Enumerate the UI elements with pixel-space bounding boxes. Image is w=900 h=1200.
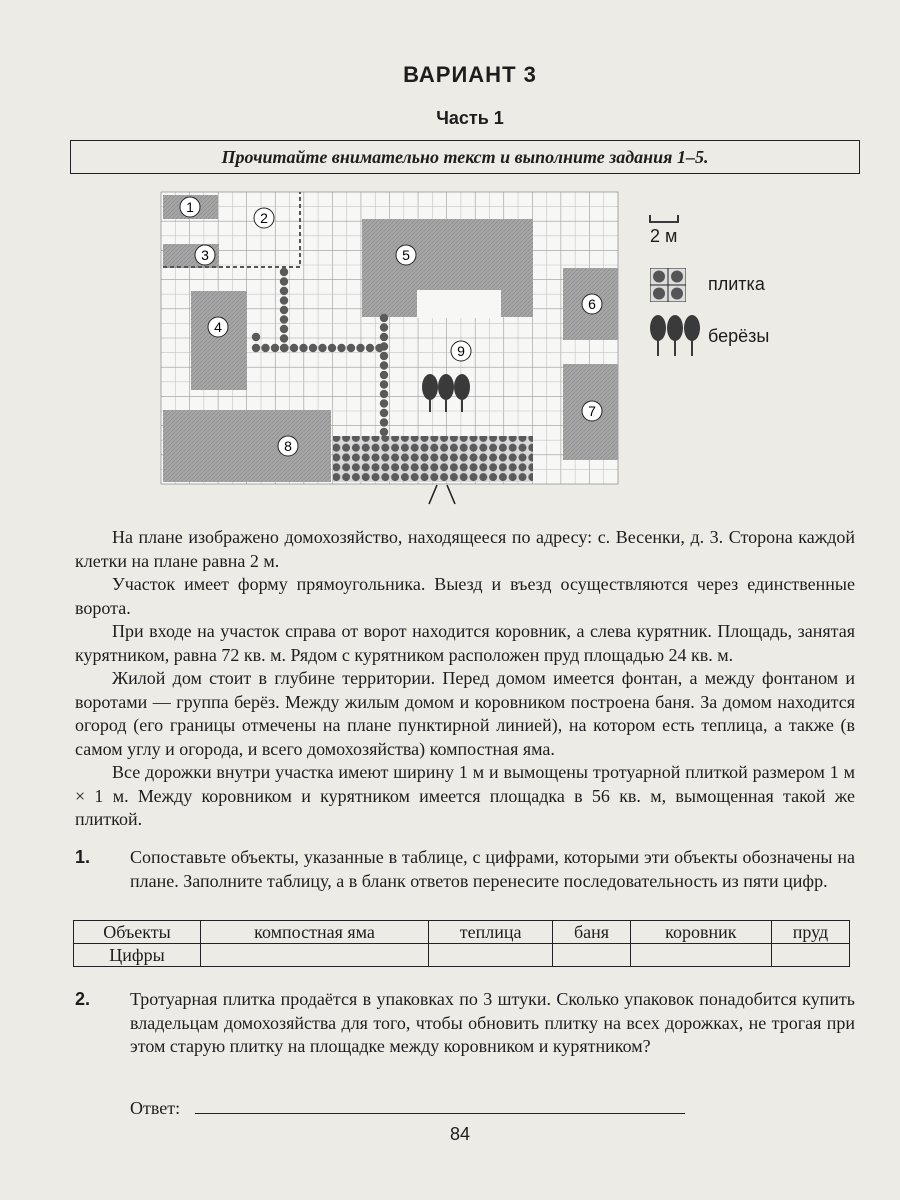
label-5 [396, 245, 416, 265]
table-row-digits [74, 944, 850, 967]
task-2-number: 2. [75, 989, 91, 1009]
variant-title: ВАРИАНТ 3 [403, 62, 537, 87]
label-3 [195, 245, 215, 265]
label-7 [582, 401, 602, 421]
tile-dot [380, 342, 388, 350]
tile-dot [261, 344, 269, 352]
table-object-cell: теплица [429, 921, 553, 944]
tile-dot [280, 344, 288, 352]
label-2 [254, 208, 274, 228]
table-answer-cell[interactable] [553, 944, 630, 967]
svg-text:1: 1 [186, 199, 194, 215]
tile-dot [280, 296, 288, 304]
paragraph-1: На плане изображено домохозяйство, находящееся по адресу: с. Весенки, д. 3. Сторона каждой клетки на плане равна 2 м. [75, 527, 855, 571]
table-answer-cell[interactable] [201, 944, 429, 967]
label-8 [278, 436, 298, 456]
tile-dot [380, 428, 388, 436]
tile-dot [252, 344, 260, 352]
tile-dot [380, 399, 388, 407]
table-answer-cell[interactable] [429, 944, 553, 967]
tile-dot [252, 333, 260, 341]
tile-dot [280, 306, 288, 314]
table-answer-cell[interactable] [630, 944, 771, 967]
tile-legend-icon [650, 268, 686, 302]
tile-dot [380, 418, 388, 426]
tile-legend-label: плитка [708, 274, 765, 294]
tile-dot [380, 352, 388, 360]
svg-text:8: 8 [284, 438, 292, 454]
task-2-question [75, 988, 855, 1059]
tile-dot [366, 344, 374, 352]
table-object-cell: коровник [630, 921, 771, 944]
table-object-cell: баня [553, 921, 630, 944]
object-8 [163, 410, 331, 482]
table-object-cell: пруд [771, 921, 849, 944]
tile-dot [318, 344, 326, 352]
object-5-notch [417, 290, 501, 318]
svg-text:6: 6 [588, 296, 596, 312]
tile-dot [380, 380, 388, 388]
tile-dot [380, 323, 388, 331]
svg-text:3: 3 [201, 247, 209, 263]
tile-dot [280, 315, 288, 323]
label-9 [451, 341, 471, 361]
birch-legend-icon [648, 314, 704, 358]
svg-text:5: 5 [402, 247, 410, 263]
household-plan [155, 188, 625, 506]
page-number: 84 [449, 1124, 471, 1144]
label-1 [180, 197, 200, 217]
tile-dot [280, 287, 288, 295]
scale-label: 2 м [650, 226, 678, 246]
paragraph-2: Участок имеет форму прямоугольника. Выезд и въезд осуществляются через единственные ворота. [75, 574, 855, 618]
tile-dot [280, 268, 288, 276]
svg-text:2: 2 [260, 210, 268, 226]
paragraph-3: При входе на участок справа от ворот находится коровник, а слева курятник. Площадь, занятая курятником, равна 72 кв. м. Рядом с курятником расположен пруд площадью 24 кв. м. [75, 621, 855, 665]
table-answer-cell[interactable] [771, 944, 849, 967]
label-4 [208, 317, 228, 337]
tile-platform [333, 436, 533, 482]
tile-dot [271, 344, 279, 352]
answer-label: Ответ: [130, 1098, 181, 1118]
tile-dot [309, 344, 317, 352]
tile-dot [328, 344, 336, 352]
task-1-text: Сопоставьте объекты, указанные в таблице, с цифрами, которыми эти объекты обозначены на плане. Заполните таблицу, а в бланк ответов перенесите последовательность из пяти цифр. [130, 847, 855, 891]
tile-dot [356, 344, 364, 352]
birch-legend-label: берёзы [708, 326, 770, 346]
table-row-objects [74, 921, 850, 944]
label-6 [582, 294, 602, 314]
tile-dot [380, 314, 388, 322]
tile-dot [380, 390, 388, 398]
gate [429, 485, 455, 504]
tile-dot [290, 344, 298, 352]
object-4 [191, 291, 247, 390]
task-2-text: Тротуарная плитка продаётся в упаковках по 3 штуки. Сколько упаковок понадобится купить владельцам домохозяйства для того, чтобы обновить плитку на всех дорожках, не трогая при этом старую плитку на площадке между коровником и курятником? [130, 989, 855, 1056]
tile-dot [380, 371, 388, 379]
description-text [75, 526, 855, 832]
answer-input-line[interactable] [195, 1099, 685, 1114]
table-object-cell: компостная яма [201, 921, 429, 944]
svg-text:7: 7 [588, 403, 596, 419]
tile-dot [380, 333, 388, 341]
tile-dot [347, 344, 355, 352]
svg-text:9: 9 [457, 343, 465, 359]
part-heading: Часть 1 [436, 108, 504, 128]
paragraph-5: Все дорожки внутри участка имеют ширину 1 м и вымощены тротуарной плиткой размером 1 м × 1 м. Между коровником и курятником имеется площадка в 56 кв. м, вымощенная такой же плиткой. [75, 762, 855, 829]
task-1-table [73, 920, 850, 967]
paragraph-4: Жилой дом стоит в глубине территории. Перед домом имеется фонтан, а между фонтаном и воротами — группа берёз. Между жилым домом и коровником построена баня. За домом находится огород (его границы отмечены на плане пунктирной линией), на котором есть теплица, а также (в самом углу и огорода, и всего домохозяйства) компостная яма. [75, 668, 855, 759]
svg-text:4: 4 [214, 319, 222, 335]
tile-dot [337, 344, 345, 352]
tile-dot [280, 334, 288, 342]
birch-group [422, 374, 470, 412]
scale-bar [648, 212, 688, 226]
answer-row [130, 1098, 685, 1119]
tile-dot [280, 277, 288, 285]
task-1-number: 1. [75, 847, 91, 867]
tile-dot [380, 409, 388, 417]
task-1 [75, 846, 855, 893]
instruction-box: Прочитайте внимательно текст и выполните задания 1–5. [70, 140, 860, 174]
tile-dot [299, 344, 307, 352]
tile-dot [380, 361, 388, 369]
table-header-objects: Объекты [74, 921, 201, 944]
tile-dot [280, 325, 288, 333]
table-header-digits: Цифры [74, 944, 201, 967]
